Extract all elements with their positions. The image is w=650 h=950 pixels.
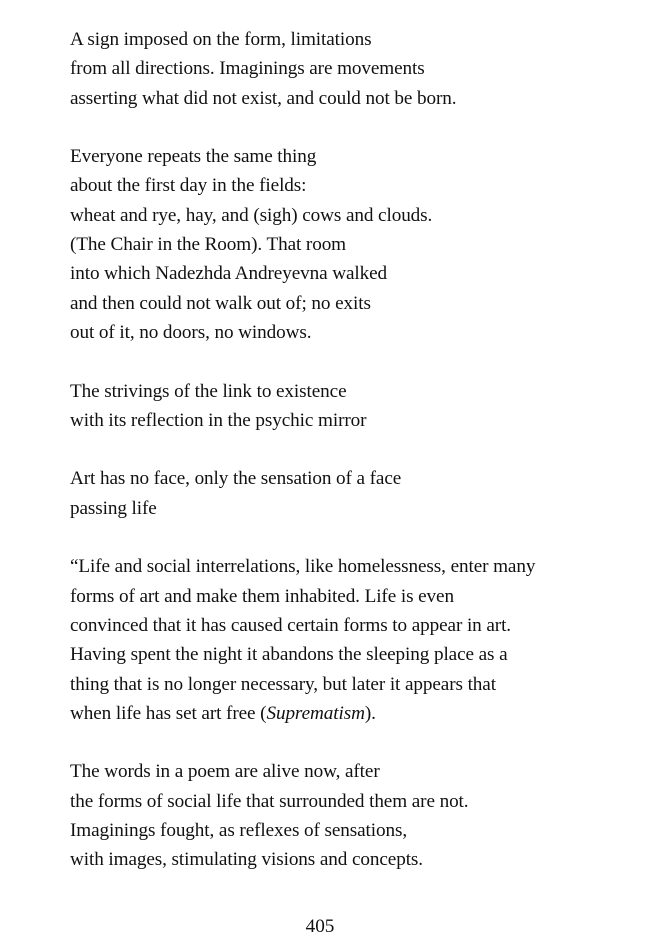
poem-line: thing that is no longer necessary, but later it appears that	[70, 673, 496, 695]
poem-line: out of it, no doors, no windows.	[70, 321, 312, 343]
poem-line: convinced that it has caused certain forms to appear in art.	[70, 614, 511, 636]
poem-line: passing life	[70, 497, 157, 519]
stanza-1	[70, 25, 630, 113]
poem-line: about the first day in the fields:	[70, 175, 307, 197]
poem-line: (The Chair in the Room). That room	[70, 234, 347, 256]
poem-body	[70, 25, 630, 904]
stanza-6	[70, 757, 630, 874]
poem-line: wheat and rye, hay, and (sigh) cows and clouds.	[70, 204, 433, 226]
poem-line: with its reflection in the psychic mirror	[70, 409, 367, 431]
poem-line: into which Nadezhda Andreyevna walked	[70, 263, 388, 285]
stanza-4	[70, 464, 630, 523]
poem-line: The words in a poem are alive now, after	[70, 761, 380, 783]
poem-line: A sign imposed on the form, limitations	[70, 29, 372, 50]
poem-line: Everyone repeats the same thing	[70, 146, 317, 168]
poem-line: forms of art and make them inhabited. Life is even	[70, 585, 454, 607]
stanza-5-quotation	[70, 552, 630, 728]
page-number: 405	[305, 916, 335, 937]
line-text-after: ).	[364, 702, 376, 724]
poem-line: from all directions. Imaginings are movements	[70, 58, 425, 80]
poem-line: Imaginings fought, as reflexes of sensations,	[70, 820, 408, 842]
poem-line: and then could not walk out of; no exits	[70, 292, 371, 314]
italic-title-suprematism: Suprematism	[266, 702, 365, 724]
stanza-2	[70, 142, 630, 347]
poem-line: Having spent the night it abandons the sleeping place as a	[70, 644, 508, 666]
line-text-before: when life has set art free (	[70, 702, 267, 724]
poem-line: asserting what did not exist, and could not be born.	[70, 87, 457, 109]
poem-line: the forms of social life that surrounded them are not.	[70, 790, 469, 812]
poem-line: with images, stimulating visions and concepts.	[70, 849, 423, 871]
poem-line: “Life and social interrelations, like homelessness, enter many	[70, 556, 536, 578]
stanza-3	[70, 377, 630, 436]
poem-line: The strivings of the link to existence	[70, 380, 347, 402]
poem-line: Art has no face, only the sensation of a face	[70, 468, 402, 490]
poem-line-with-italic	[70, 699, 630, 728]
